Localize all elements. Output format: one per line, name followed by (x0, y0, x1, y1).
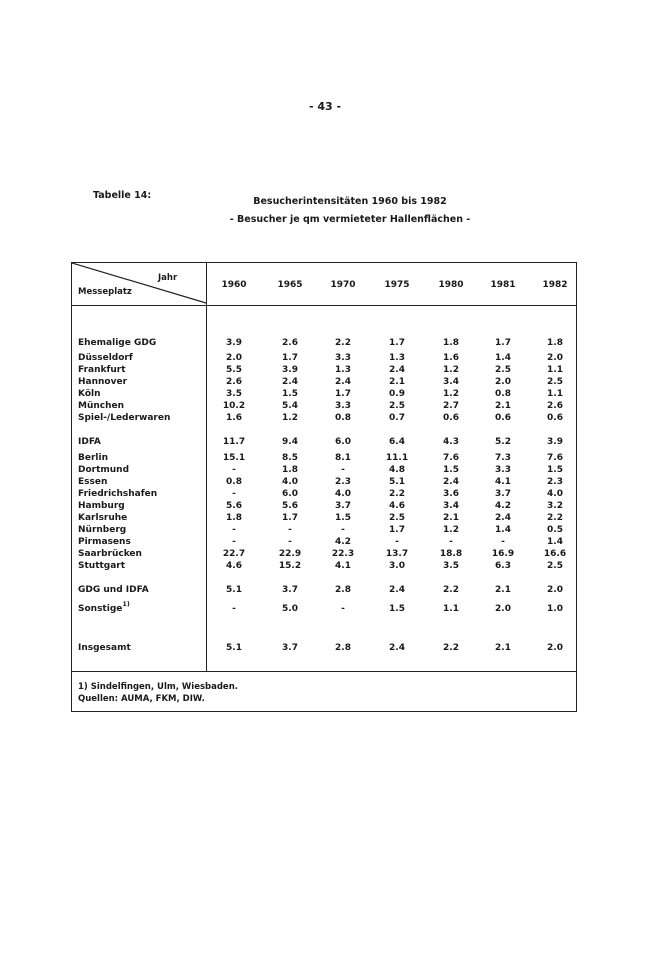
table-cell: 1.7 (495, 338, 511, 348)
row-label-text: Hannover (78, 377, 128, 387)
table-cell: 1.5 (547, 465, 563, 475)
table-cell: 3.9 (547, 437, 563, 447)
row-label (78, 437, 101, 447)
table-row (72, 561, 576, 573)
table-row (72, 365, 576, 377)
row-label (78, 549, 142, 559)
table-cell: - (341, 525, 345, 535)
table-cell: 3.7 (282, 643, 298, 653)
table-cell: 1.6 (443, 353, 459, 363)
table-cell: 2.8 (335, 585, 351, 595)
table-cell: 2.5 (547, 377, 563, 387)
table-row (72, 600, 576, 616)
table-title-line2: - Besucher je qm vermieteter Hallenflächen - (229, 214, 471, 225)
table-cell: 2.2 (335, 338, 351, 348)
table-cell: 1.7 (335, 389, 351, 399)
table-cell: 5.1 (226, 585, 242, 595)
year-header-2: 1970 (330, 280, 356, 290)
row-label (78, 377, 127, 387)
table-cell: 1.8 (226, 513, 242, 523)
table-cell: 16.9 (491, 549, 515, 559)
row-label (78, 600, 130, 614)
footnote-sources: Quellen: AUMA, FKM, DIW. (78, 694, 205, 704)
table-cell: 1.1 (443, 604, 459, 614)
table-cell: 2.0 (495, 377, 511, 387)
table-cell: 8.5 (282, 453, 298, 463)
table-cell: 2.0 (547, 353, 563, 363)
row-label-text: Berlin (78, 453, 108, 463)
table-cell: 2.0 (547, 643, 563, 653)
table-cell: 3.3 (495, 465, 511, 475)
table-cell: 5.5 (226, 365, 242, 375)
table-cell: 3.0 (389, 561, 405, 571)
table-cell: 2.0 (547, 585, 563, 595)
table-cell: - (232, 465, 236, 475)
table-cell: 0.8 (495, 389, 511, 399)
table-cell: 1.7 (282, 353, 298, 363)
table-cell: 0.6 (547, 413, 563, 423)
table-row (72, 453, 576, 465)
table-cell: - (395, 537, 399, 547)
row-label (78, 489, 157, 499)
table-row (72, 401, 576, 413)
table-cell: 0.7 (389, 413, 405, 423)
table-cell: 3.5 (443, 561, 459, 571)
table-cell: 6.3 (495, 561, 511, 571)
table-cell: 2.4 (443, 477, 459, 487)
table-cell: 2.2 (443, 585, 459, 595)
table-title (200, 193, 500, 229)
table-cell: 1.4 (495, 353, 511, 363)
footnotes (78, 681, 238, 705)
table-row (72, 585, 576, 597)
table-cell: 4.6 (226, 561, 242, 571)
table-cell: 2.6 (226, 377, 242, 387)
table-cell: 2.3 (335, 477, 351, 487)
table-row (72, 489, 576, 501)
table-cell: 1.5 (443, 465, 459, 475)
table-cell: - (232, 537, 236, 547)
table-cell: 3.7 (335, 501, 351, 511)
table-cell: 2.1 (495, 643, 511, 653)
table-cell: 2.4 (389, 365, 405, 375)
row-label (78, 585, 149, 595)
row-label (78, 501, 125, 511)
footnote-marker: 1) (122, 600, 130, 608)
table-row (72, 338, 576, 350)
table-cell: 2.4 (389, 585, 405, 595)
row-label-text: Essen (78, 477, 108, 487)
table-cell: 5.1 (226, 643, 242, 653)
table-row (72, 437, 576, 449)
table-cell: 0.8 (226, 477, 242, 487)
table-cell: 1.2 (282, 413, 298, 423)
table-cell: 2.1 (495, 401, 511, 411)
table-cell: 1.1 (547, 389, 563, 399)
table-cell: 2.1 (389, 377, 405, 387)
year-header-1: 1965 (277, 280, 303, 290)
table-cell: 1.3 (389, 353, 405, 363)
table-cell: 3.3 (335, 401, 351, 411)
table-cell: 5.0 (282, 604, 298, 614)
table-cell: 5.2 (495, 437, 511, 447)
table-cell: 3.3 (335, 353, 351, 363)
table-cell: 0.9 (389, 389, 405, 399)
table-cell: 2.0 (226, 353, 242, 363)
row-label-text: IDFA (78, 437, 101, 447)
table-cell: 2.5 (495, 365, 511, 375)
year-header-3: 1975 (384, 280, 410, 290)
table-cell: 3.2 (547, 501, 563, 511)
table-row (72, 525, 576, 537)
row-label (78, 465, 129, 475)
table-cell: 4.8 (389, 465, 405, 475)
table-cell: - (449, 537, 453, 547)
table-cell: 5.1 (389, 477, 405, 487)
table-cell: 2.4 (495, 513, 511, 523)
table-cell: 7.6 (443, 453, 459, 463)
table-cell: - (232, 604, 236, 614)
row-label (78, 643, 131, 653)
table-row (72, 513, 576, 525)
table-cell: 1.7 (389, 525, 405, 535)
row-label (78, 513, 127, 523)
table-cell: 2.2 (443, 643, 459, 653)
table-cell: 7.6 (547, 453, 563, 463)
table-cell: - (341, 465, 345, 475)
table-cell: 4.6 (389, 501, 405, 511)
row-label (78, 338, 156, 348)
table-cell: 3.5 (226, 389, 242, 399)
footnote-sonstige: 1) Sindelfingen, Ulm, Wiesbaden. (78, 682, 238, 692)
row-label-text: Pirmasens (78, 537, 131, 547)
row-label-text: Düsseldorf (78, 353, 133, 363)
table-cell: 3.9 (226, 338, 242, 348)
table-row (72, 477, 576, 489)
table-cell: 1.6 (226, 413, 242, 423)
row-label (78, 525, 126, 535)
table-cell: 0.6 (495, 413, 511, 423)
table-cell: 15.2 (278, 561, 302, 571)
table-cell: 5.6 (282, 501, 298, 511)
table-cell: 3.7 (282, 585, 298, 595)
row-label (78, 537, 131, 547)
table-cell: 7.3 (495, 453, 511, 463)
table-cell: 1.5 (282, 389, 298, 399)
row-label (78, 413, 170, 423)
table-cell: 1.7 (282, 513, 298, 523)
year-header-4: 1980 (438, 280, 464, 290)
table-cell: 5.6 (226, 501, 242, 511)
row-label-text: Köln (78, 389, 101, 399)
table-cell: 2.2 (547, 513, 563, 523)
table-cell: - (232, 525, 236, 535)
table-cell: 2.4 (389, 643, 405, 653)
table-header (72, 263, 576, 306)
footnote-separator (72, 671, 576, 672)
row-label-text: GDG und IDFA (78, 585, 149, 595)
row-label-text: Saarbrücken (78, 549, 142, 559)
row-label-text: Dortmund (78, 465, 130, 475)
table-row (72, 465, 576, 477)
table-cell: 16.6 (543, 549, 567, 559)
table-row (72, 549, 576, 561)
table-row (72, 643, 576, 655)
table-cell: 6.0 (282, 489, 298, 499)
table-cell: 3.4 (443, 501, 459, 511)
table-cell: 11.7 (222, 437, 246, 447)
table-cell: 1.2 (443, 389, 459, 399)
table-cell: - (232, 489, 236, 499)
table-cell: 2.6 (547, 401, 563, 411)
table-cell: 3.9 (282, 365, 298, 375)
header-messeplatz: Messeplatz (78, 287, 132, 297)
table-label: Tabelle 14: (93, 190, 152, 201)
table-cell: 0.8 (335, 413, 351, 423)
row-label (78, 365, 126, 375)
table-cell: 1.4 (495, 525, 511, 535)
table-cell: 2.4 (282, 377, 298, 387)
table-cell: 5.4 (282, 401, 298, 411)
table-cell: 2.1 (443, 513, 459, 523)
table-cell: 1.3 (335, 365, 351, 375)
row-label-text: Ehemalige GDG (78, 338, 157, 348)
table-cell: 2.6 (282, 338, 298, 348)
row-label-text: Sonstige (78, 604, 123, 614)
table-cell: 6.4 (389, 437, 405, 447)
table-cell: 15.1 (222, 453, 246, 463)
table-cell: - (341, 604, 345, 614)
table-cell: 8.1 (335, 453, 351, 463)
row-label-text: Karlsruhe (78, 513, 128, 523)
table-cell: 4.0 (335, 489, 351, 499)
table-cell: 1.8 (282, 465, 298, 475)
table-cell: 4.3 (443, 437, 459, 447)
table-cell: 2.2 (389, 489, 405, 499)
table-cell: 0.5 (547, 525, 563, 535)
row-label-text: Hamburg (78, 501, 125, 511)
table-cell: 1.0 (547, 604, 563, 614)
table-cell: 22.3 (331, 549, 355, 559)
table-title-line1: Besucherintensitäten 1960 bis 1982 (253, 196, 447, 207)
table-cell: 3.4 (443, 377, 459, 387)
table-cell: 4.1 (495, 477, 511, 487)
table-cell: 9.4 (282, 437, 298, 447)
row-label-text: Stuttgart (78, 561, 126, 571)
table-cell: 2.3 (547, 477, 563, 487)
table-cell: 22.9 (278, 549, 302, 559)
table-cell: 2.5 (547, 561, 563, 571)
table-cell: 1.5 (389, 604, 405, 614)
row-label (78, 401, 124, 411)
table-cell: - (501, 537, 505, 547)
table-cell: 2.7 (443, 401, 459, 411)
year-header-0: 1960 (221, 280, 247, 290)
row-label-text: Spiel-/Lederwaren (78, 413, 171, 423)
table-cell: 2.8 (335, 643, 351, 653)
table-row (72, 413, 576, 425)
table-cell: 1.8 (547, 338, 563, 348)
table-cell: 2.1 (495, 585, 511, 595)
table-cell: - (288, 537, 292, 547)
year-header-5: 1981 (490, 280, 516, 290)
table-cell: 1.1 (547, 365, 563, 375)
table-cell: 2.0 (495, 604, 511, 614)
table-row (72, 501, 576, 513)
table-cell: - (288, 525, 292, 535)
row-label (78, 453, 108, 463)
row-label-text: Insgesamt (78, 643, 131, 653)
data-table (71, 262, 577, 712)
table-cell: 6.0 (335, 437, 351, 447)
row-label-text: München (78, 401, 125, 411)
row-label (78, 561, 125, 571)
table-cell: 1.4 (547, 537, 563, 547)
table-cell: 3.7 (495, 489, 511, 499)
table-cell: 4.1 (335, 561, 351, 571)
table-cell: 3.6 (443, 489, 459, 499)
table-cell: 1.8 (443, 338, 459, 348)
table-cell: 4.2 (335, 537, 351, 547)
row-label-text: Nürnberg (78, 525, 127, 535)
table-cell: 2.5 (389, 513, 405, 523)
table-cell: 1.2 (443, 365, 459, 375)
table-row (72, 537, 576, 549)
table-row (72, 389, 576, 401)
table-row (72, 377, 576, 389)
table-cell: 4.0 (282, 477, 298, 487)
row-label-text: Friedrichshafen (78, 489, 158, 499)
header-diagonal-line (72, 263, 207, 305)
row-label (78, 389, 101, 399)
table-cell: 0.6 (443, 413, 459, 423)
table-cell: 11.1 (385, 453, 409, 463)
page-number: - 43 - (308, 100, 342, 113)
year-header-6: 1982 (542, 280, 568, 290)
table-cell: 2.5 (389, 401, 405, 411)
table-cell: 4.0 (547, 489, 563, 499)
table-cell: 1.2 (443, 525, 459, 535)
row-label-text: Frankfurt (78, 365, 126, 375)
row-label (78, 477, 107, 487)
header-jahr: Jahr (158, 273, 178, 283)
table-row (72, 353, 576, 365)
table-cell: 18.8 (439, 549, 463, 559)
row-label (78, 353, 133, 363)
table-cell: 22.7 (222, 549, 246, 559)
table-cell: 4.2 (495, 501, 511, 511)
table-cell: 13.7 (385, 549, 409, 559)
table-cell: 10.2 (222, 401, 246, 411)
table-cell: 1.7 (389, 338, 405, 348)
table-cell: 1.5 (335, 513, 351, 523)
table-cell: 2.4 (335, 377, 351, 387)
